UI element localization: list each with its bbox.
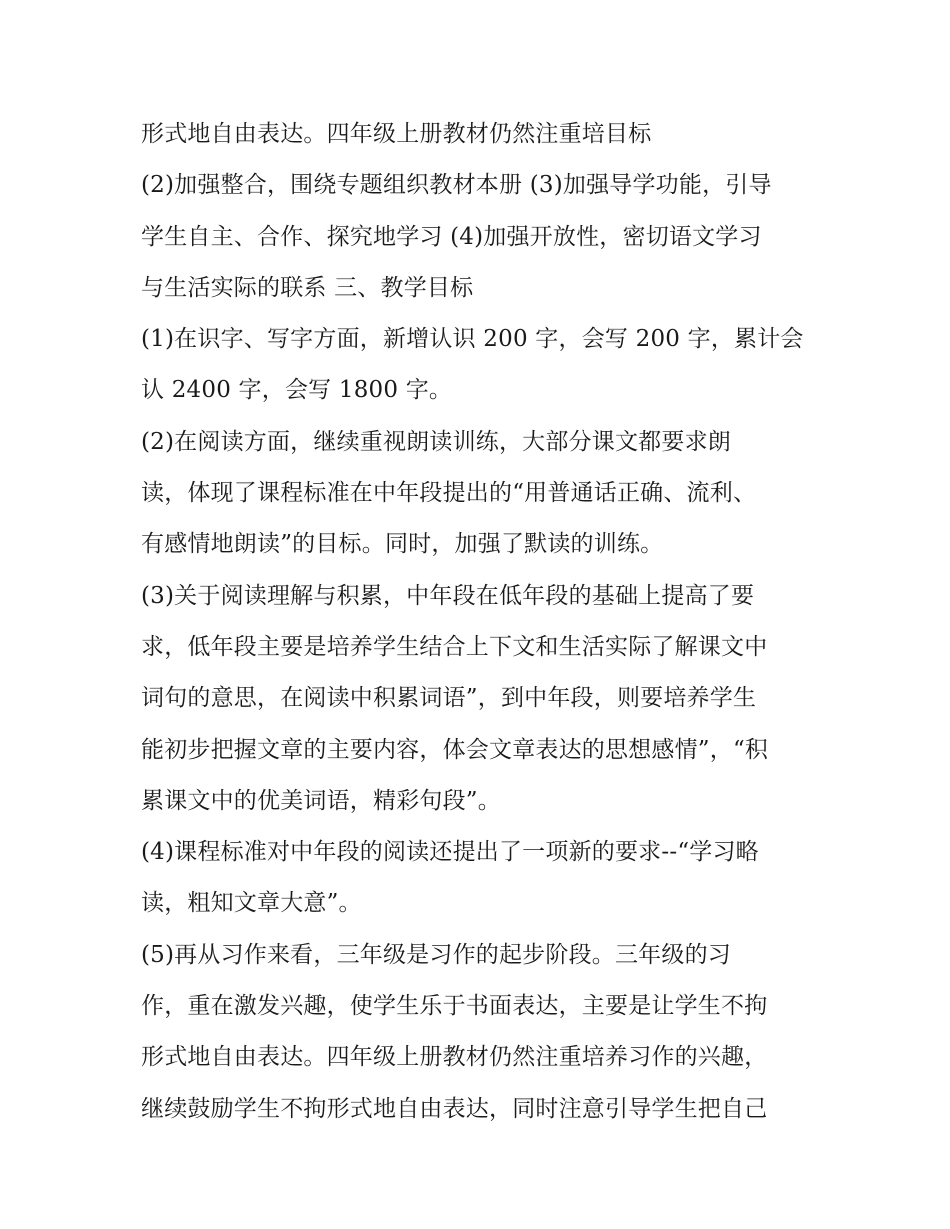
text-line: 能初步把握文章的主要内容，体会文章表达的思想感情”，“积 [141,736,769,763]
text-line: 有感情地朗读”的目标。同时，加强了默读的训练。 [141,531,664,558]
text-line: 累课文中的优美词语，精彩句段”。 [141,787,501,814]
text-line: (5)再从习作来看，三年级是习作的起步阶段。三年级的习 [141,941,731,968]
text-line: 读，粗知文章大意”。 [141,890,362,917]
text-line: 求，低年段主要是培养学生结合上下文和生活实际了解课文中 [141,633,768,660]
text-line: 与生活实际的联系 三、教学目标 [141,274,474,301]
text-line: 形式地自由表达。四年级上册教材仍然注重培养习作的兴趣， [141,1044,768,1071]
text-line: 学生自主、合作、探究地学习 (4)加强开放性，密切语文学习 [141,223,762,250]
text-line: 认 2400 字，会写 1800 字。 [141,377,453,404]
text-line: 继续鼓励学生不拘形式地自由表达，同时注意引导学生把自己 [141,1095,768,1122]
text-line: 作，重在激发兴趣，使学生乐于书面表达，主要是让学生不拘 [141,993,768,1020]
text-line: 形式地自由表达。四年级上册教材仍然注重培目标 [141,121,652,147]
text-line: (2)加强整合，围绕专题组织教材本册 (3)加强导学功能，引导 [141,172,772,199]
text-line: (2)在阅读方面，继续重视朗读训练，大部分课文都要求朗 [141,428,731,455]
text-line: (1)在识字、写字方面，新增认识 200 字，会写 200 字，累计会 [141,326,804,353]
text-line: 读，体现了课程标准在中年段提出的“用普通话正确、流利、 [141,480,757,507]
text-line: (4)课程标准对中年段的阅读还提出了一项新的要求--“学习略 [141,839,759,866]
text-line: 词句的意思，在阅读中积累词语”，到中年段，则要培养学生 [141,685,757,712]
document-body [141,109,831,1135]
text-line: (3)关于阅读理解与积累，中年段在低年段的基础上提高了要 [141,582,755,609]
